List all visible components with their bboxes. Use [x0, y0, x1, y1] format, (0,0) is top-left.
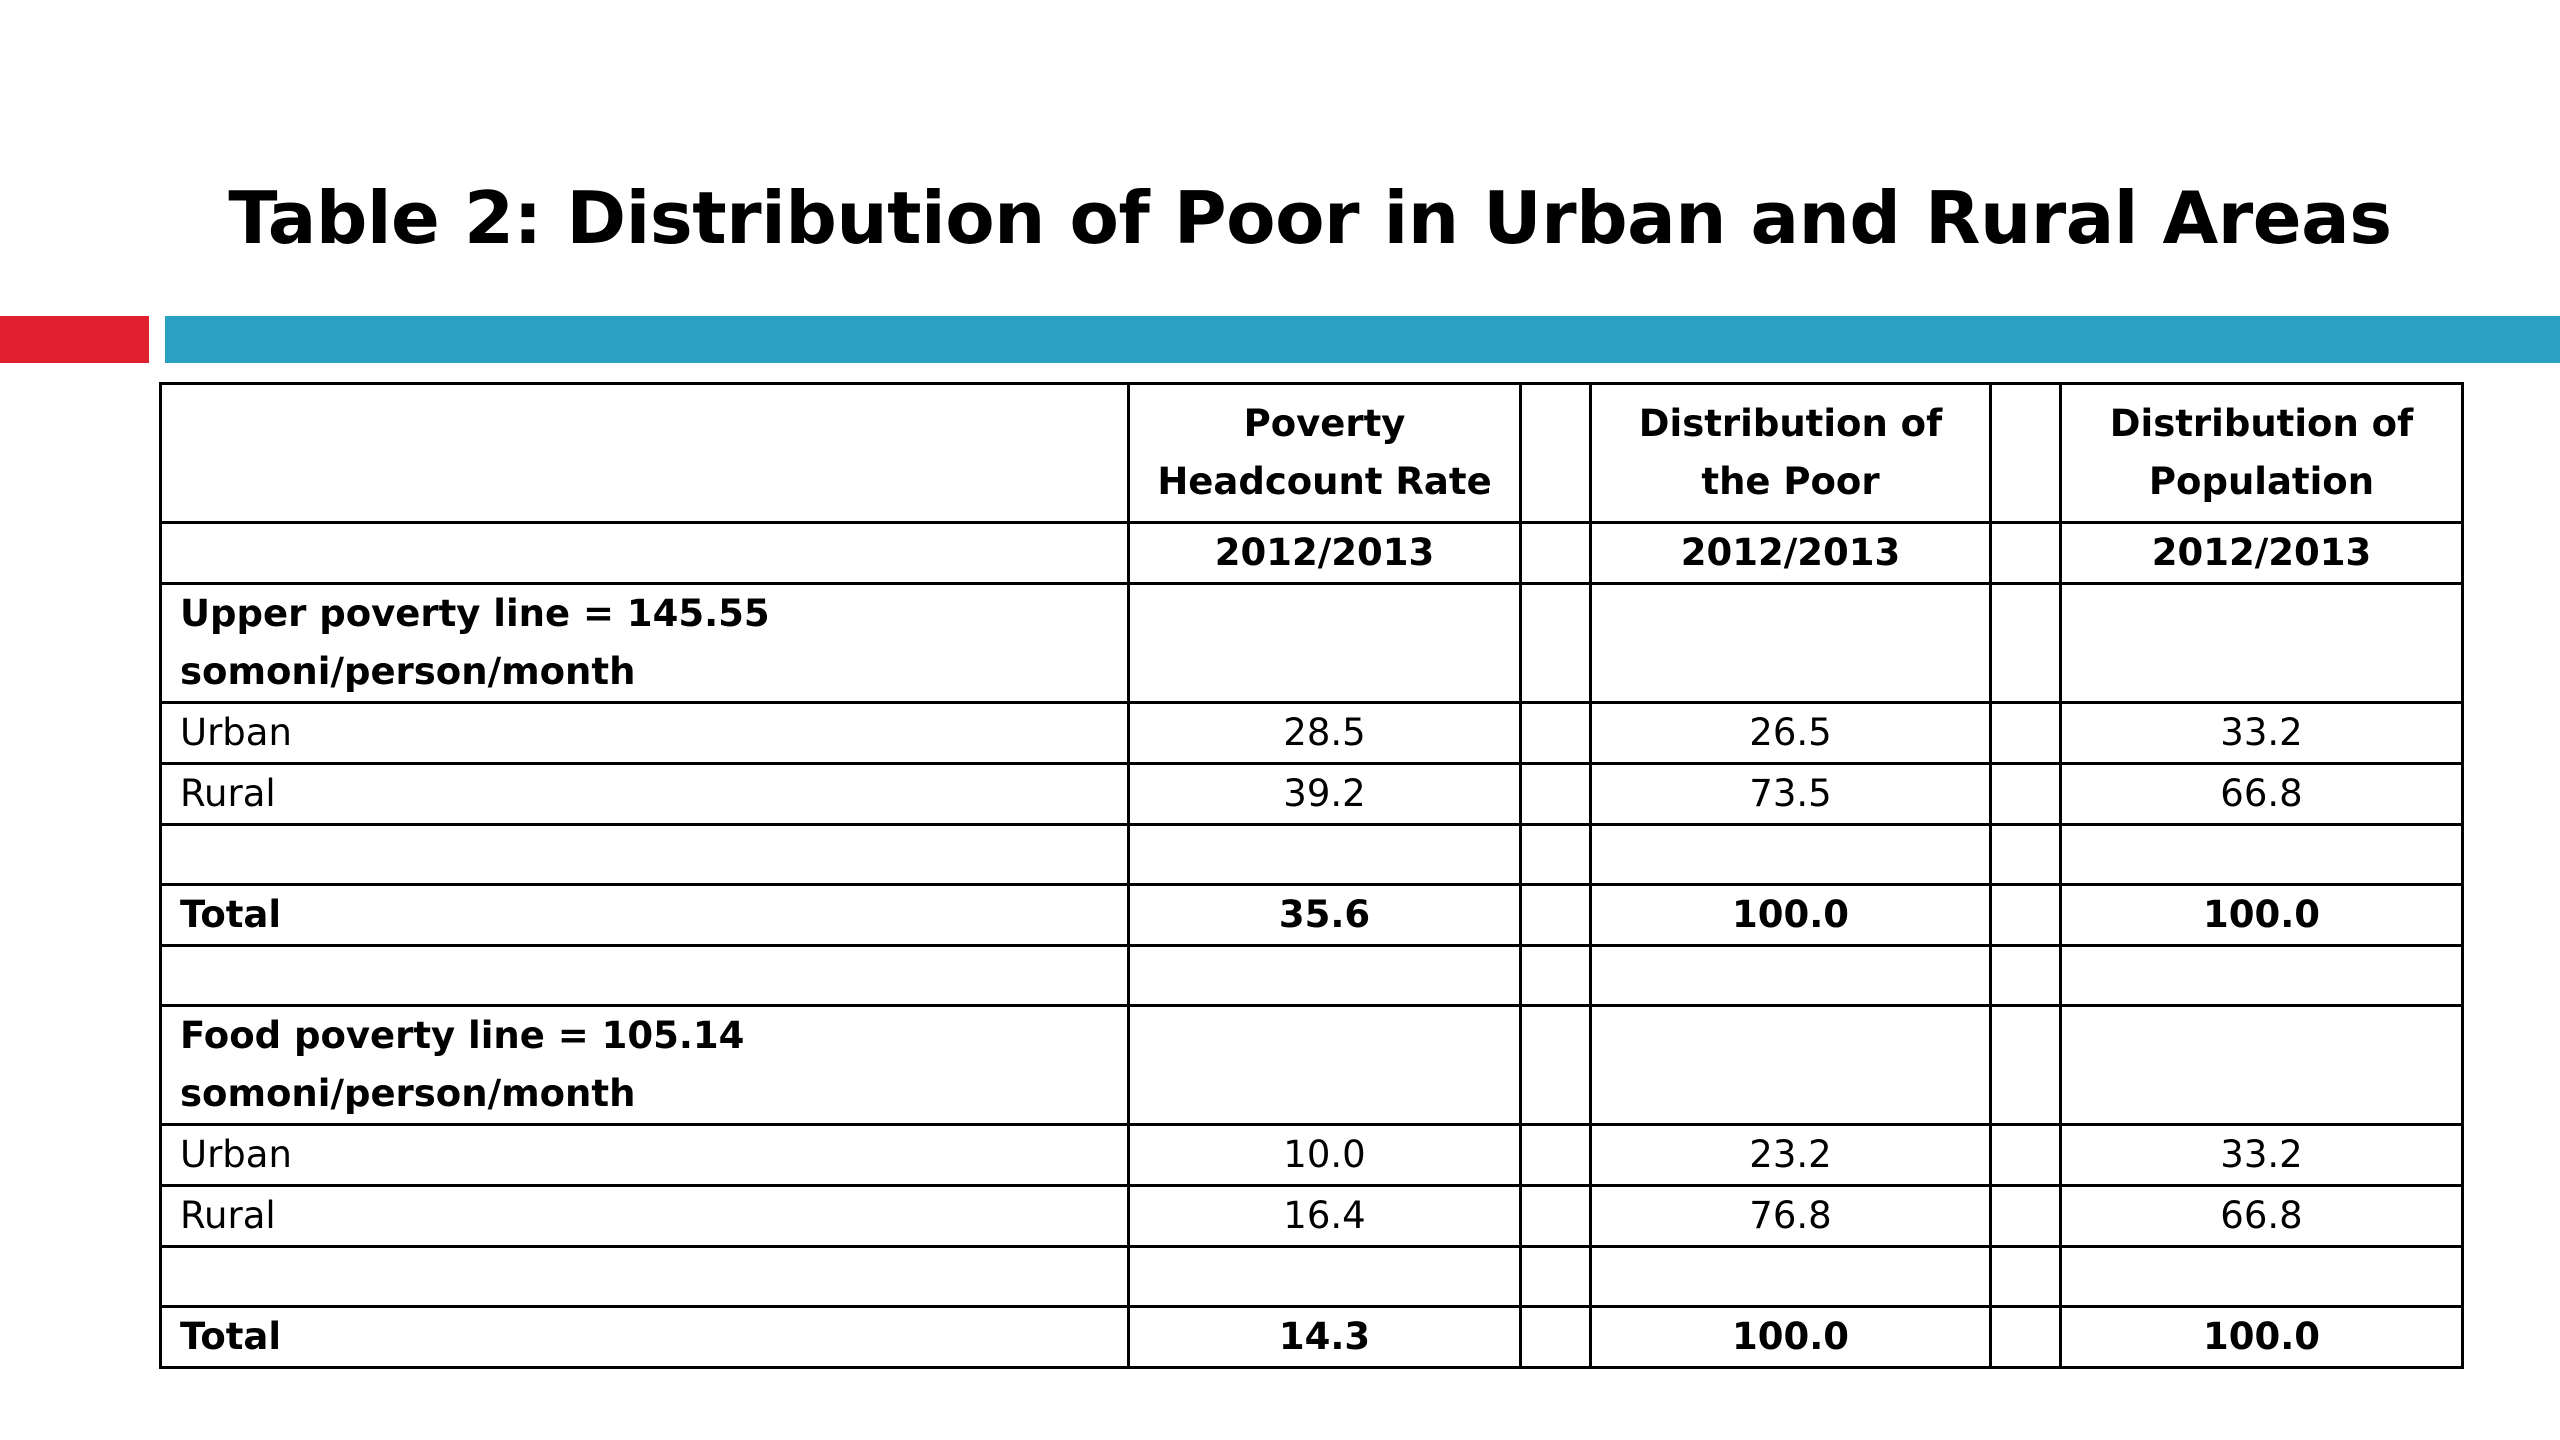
- spacer-cell: [1991, 703, 2061, 764]
- header-headcount-rate: Poverty Headcount Rate: [1129, 384, 1521, 523]
- spacer-cell: [1521, 885, 1591, 946]
- value-headcount-rate: 39.2: [1129, 764, 1521, 825]
- spacer-cell: [1991, 885, 2061, 946]
- spacer-cell: [1521, 703, 1591, 764]
- header-distribution-population: Distribution of Population: [2061, 384, 2463, 523]
- spacer-cell: [1991, 523, 2061, 584]
- accent-bar-red: [0, 316, 149, 363]
- value-headcount-rate: 16.4: [1129, 1186, 1521, 1247]
- value-distribution-poor: 26.5: [1591, 703, 1991, 764]
- total-headcount-rate: 35.6: [1129, 885, 1521, 946]
- header-distribution-poor: Distribution of the Poor: [1591, 384, 1991, 523]
- blank-row: [161, 1247, 2463, 1307]
- spacer-cell: [1521, 523, 1591, 584]
- total-distribution-population: 100.0: [2061, 885, 2463, 946]
- value-distribution-population: 66.8: [2061, 1186, 2463, 1247]
- spacer-cell: [1991, 1125, 2061, 1186]
- value-distribution-population: 33.2: [2061, 703, 2463, 764]
- table-row: [161, 1186, 2463, 1247]
- value-headcount-rate: 10.0: [1129, 1125, 1521, 1186]
- table-header-row: [161, 384, 2463, 523]
- total-row: [161, 1307, 2463, 1368]
- slide-title: Table 2: Distribution of Poor in Urban and Rural Areas: [228, 176, 2392, 260]
- row-label: Rural: [161, 1186, 1129, 1247]
- value-distribution-population: 66.8: [2061, 764, 2463, 825]
- value-distribution-poor: 73.5: [1591, 764, 1991, 825]
- value-distribution-poor: 76.8: [1591, 1186, 1991, 1247]
- spacer-cell: [1521, 1186, 1591, 1247]
- blank-row: [161, 946, 2463, 1006]
- table-row: [161, 703, 2463, 764]
- section-title: Food poverty line = 105.14 somoni/person/month: [161, 1006, 1129, 1125]
- year-empty-cell: [161, 523, 1129, 584]
- value-distribution-population: 33.2: [2061, 1125, 2463, 1186]
- spacer-cell: [1521, 1307, 1591, 1368]
- total-distribution-population: 100.0: [2061, 1307, 2463, 1368]
- row-label: Urban: [161, 703, 1129, 764]
- blank-row: [161, 825, 2463, 885]
- spacer-cell: [1521, 764, 1591, 825]
- total-label: Total: [161, 885, 1129, 946]
- row-label: Rural: [161, 764, 1129, 825]
- year-cell: 2012/2013: [1129, 523, 1521, 584]
- year-cell: 2012/2013: [2061, 523, 2463, 584]
- total-label: Total: [161, 1307, 1129, 1368]
- spacer-cell: [1991, 1307, 2061, 1368]
- table-row: [161, 764, 2463, 825]
- row-label: Urban: [161, 1125, 1129, 1186]
- accent-bar-blue: [165, 316, 2560, 363]
- section-title: Upper poverty line = 145.55 somoni/person/month: [161, 584, 1129, 703]
- table-row: [161, 1125, 2463, 1186]
- spacer-cell: [1991, 1186, 2061, 1247]
- table-year-row: [161, 523, 2463, 584]
- total-headcount-rate: 14.3: [1129, 1307, 1521, 1368]
- spacer-cell: [1521, 384, 1591, 523]
- year-cell: 2012/2013: [1591, 523, 1991, 584]
- total-row: [161, 885, 2463, 946]
- total-distribution-poor: 100.0: [1591, 1307, 1991, 1368]
- section-header-row: [161, 1006, 2463, 1125]
- spacer-cell: [1991, 384, 2061, 523]
- value-distribution-poor: 23.2: [1591, 1125, 1991, 1186]
- spacer-cell: [1521, 1125, 1591, 1186]
- section-header-row: [161, 584, 2463, 703]
- header-empty-cell: [161, 384, 1129, 523]
- value-headcount-rate: 28.5: [1129, 703, 1521, 764]
- poverty-distribution-table: [159, 382, 2464, 1369]
- spacer-cell: [1991, 764, 2061, 825]
- total-distribution-poor: 100.0: [1591, 885, 1991, 946]
